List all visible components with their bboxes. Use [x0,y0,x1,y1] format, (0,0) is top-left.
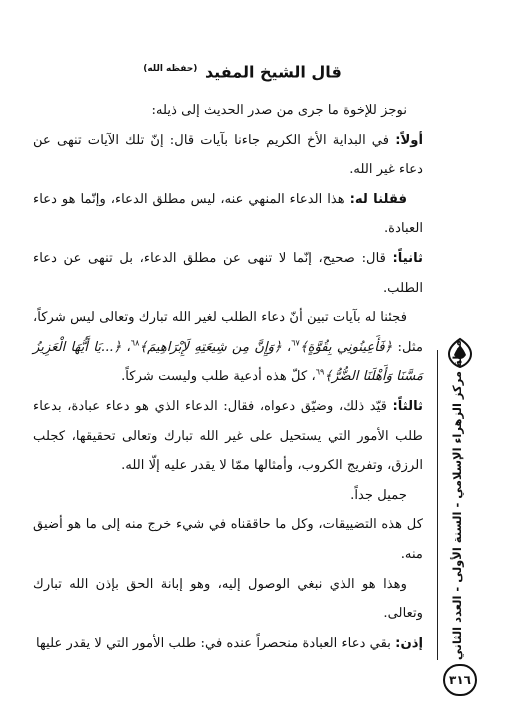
paragraph-third [33,392,423,481]
paragraph-verses [33,303,423,392]
journal-running-title: مجلة مركز الزهراء الإسلامي - السنة الأولى - العدد الثاني [450,339,464,661]
body-text [33,96,423,658]
verses-intro: فجئنا له بآيات تبين أنّ دعاء الطلب لغير الله تبارك وتعالى ليس شركاً، مثل: [33,310,424,355]
label-therefore: إذن: [395,635,423,651]
paragraph-therefore-text: بقي دعاء العبادة منحصراً عنده في: طلب الأمور التي لا يقدر عليها [36,635,396,651]
paragraph-narrowing: كل هذه التضييقات، وكل ما حاققناه في شيء خرج منه إلى ما هو أضيق منه. [33,517,423,562]
verse-two: ﴿وَإِنَّ مِن شِيعَتِهِ لَإِبْرَاهِيمَ﴾ [139,339,282,355]
label-reply: فقلنا له: [349,191,407,207]
label-second: ثانياً: [392,250,423,266]
paragraph-second [33,244,423,303]
verses-conclusion: ، كلّ هذه أدعية طلب وليست شركاً. [121,369,316,385]
footnote-ref-69: ٦٩ [315,367,325,377]
paragraph-first-text: في البداية الأخ الكريم جاءنا بآيات قال: إنّ تلك الآيات تنهى عن دعاء غير الله. [33,132,423,178]
side-divider [437,350,438,660]
verse-three: ﴿...يَا أَيُّهَا الْعَزِيزُ مَسَّنَا وَأَهْلَنَا الضُّرُّ﴾ [33,339,423,385]
label-third: ثالثاً: [392,398,423,414]
label-first: أولاً: [395,132,423,148]
paragraph-second-text: قال: صحيح، إنّما لا تنهى عن مطلق الدعاء، بل تنهى عن دعاء الطلب. [33,250,423,296]
paragraph-intro: نوجز للإخوة ما جرى من صدر الحديث إلى ذيله: [151,103,407,118]
page-number: ٣١٦ [443,664,477,696]
paragraph-reply-text: هذا الدعاء المنهي عنه، ليس مطلق الدعاء، وإنّما هو دعاء العبادة. [33,191,423,237]
heading-title: قال الشيخ المفيد [204,62,342,82]
paragraph-third-text: قيّد ذلك، وضيّق دعواه، فقال: الدعاء الذي هو دعاء عبادة، بدعاء طلب الأمور التي يستحيل على غير الله تبارك وتعالى تحقيقها، كجلب الرزق، وتفريج الكروب، وأمثالها ممّا لا يقدر عليه إلّا الله. [33,398,423,474]
heading-honorific: (حفظه الله) [143,64,198,74]
paragraph-therefore [33,629,423,659]
footnote-ref-67: ٦٧ [291,338,300,348]
paragraph-goal: وهذا هو الذي نبغي الوصول إليه، وهو إبانة الحق بإذن الله تبارك وتعالى. [33,576,423,622]
verse-separator-1: ، [281,339,292,355]
footnote-ref-68: ٦٨ [130,338,140,348]
paragraph-first [33,126,423,185]
paragraph-nice: جميل جداً. [350,487,407,503]
verse-one: ﴿فَأَعِينُونِي بِقُوَّةٍ﴾ [299,339,393,355]
verse-separator-2: ، [121,339,131,355]
section-heading [120,57,365,84]
paragraph-reply [33,185,423,244]
